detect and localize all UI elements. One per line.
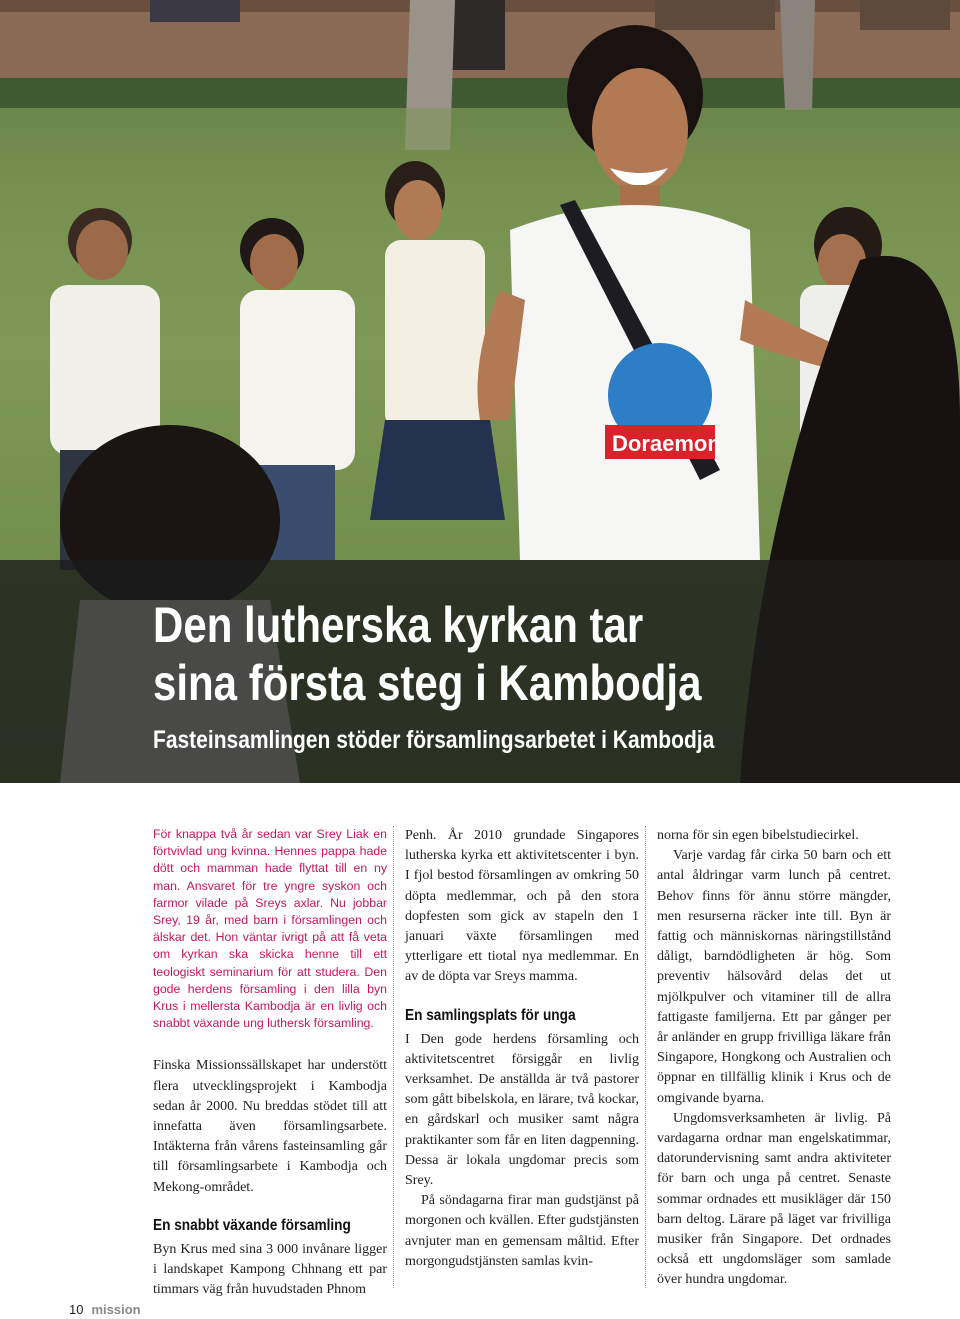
body-paragraph: På söndagarna firar man gudstjänst på morgonen och kvällen. Efter gudstjänsten avnjuter man en gemensam måltid. Efter morgongudstjänsten samlas kvin- <box>405 1193 639 1269</box>
bushes <box>0 78 960 108</box>
shirt-print-text: Doraemon <box>612 431 721 456</box>
magazine-name: mission <box>91 1302 141 1317</box>
text-column-3 <box>657 826 891 1291</box>
section-heading: En samlingsplats för unga <box>405 1006 576 1024</box>
tree-trunk <box>780 0 815 110</box>
body-paragraph: Byn Krus med sina 3 000 invånare ligger i landskapet Kampong Chhnang ett par timmars väg från huvudstaden Phnom <box>153 1241 387 1298</box>
body-paragraph: Penh. År 2010 grundade Singapores lutherska kyrka ett aktivitetscenter i byn. I fjol bestod församlingen av omkring 50 döpta medlemmar, och på den stora dopfesten som gick av stapeln den 1 januari växte församlingen med ytterligare ett tiotal nya medlemmar. En av de döpta var Sreys mamma. <box>405 828 639 985</box>
body-paragraph: Ungdomsverksamheten är livlig. På vardagarna ordnar man engelskatimmar, datorundervisning samt andra aktiviteter för barn och unga på centret. Senaste sommar ordnades ett musikläger där 150 barn deltog. Lärare på läget var frivilliga musiker från Singapore. Det ordnades också ett ungdomsläger som samlade över hundra ungdomar. <box>657 1110 891 1288</box>
building-window <box>860 0 950 30</box>
body-paragraph: Varje vardag får cirka 50 barn och ett antal åldringar varm lunch på centret. Behov finns för ännu större mängder, men resurserna räcker inte till. Byn är fattig och människornas näringstillstånd dåligt, barndödligheten är hög. Som preventiv hälsovård delas det ut mjölkpulver och vitaminer till de allra fattigaste familjerna. Ett par gånger per år anländer en grupp frivilliga läkare från Singapore, Hongkong och Australien och öppnar en tillfällig klinik i Krus och de omgivande byarna. <box>657 848 891 1106</box>
article-headline <box>153 596 817 712</box>
building-window <box>150 0 240 22</box>
article-subheadline: Fasteinsamlingen stöder församlingsarbetet i Kambodja <box>153 726 715 754</box>
text-column-1 <box>153 826 387 1300</box>
body-paragraph: norna för sin egen bibelstudiecirkel. <box>657 828 859 843</box>
column-divider <box>393 826 394 1288</box>
column-divider <box>645 826 646 1288</box>
body-paragraph: I Den gode herdens församling och aktivitetscentret försiggår en livlig verksamhet. De anställda är två pastorer som gått bibelskola, en lärare, två kockar, en gårdskarl och musiker samt några praktikanter som får en liten dagpenning. Dessa är lokala ungdomar precis som Srey. <box>405 1031 639 1189</box>
headline-line-2: sina första steg i Kambodja <box>153 655 702 711</box>
page-footer <box>69 1302 141 1317</box>
lead-paragraph: För knappa två år sedan var Srey Liak en förtvivlad ung kvinna. Hennes pappa hade dött och mamman hade flyttat till en ny man. Ansvaret för tre yngre syskon och farmor vilade på Sreys axlar. Nu jobbar Srey, 19 år, med barn i församlingen och älskar det. Hon väntar ivrigt på att få veta om kyrkan ska skicka henne till ett teologiskt seminarium för att studera. Den gode herdens församling i den lilla byn Krus i mellersta Kambodja är en livlig och snabbt växande ung luthersk församling. <box>153 827 387 1031</box>
headline-line-1: Den lutherska kyrkan tar <box>153 597 644 653</box>
section-heading: En snabbt växande församling <box>153 1216 351 1234</box>
page-number: 10 <box>69 1302 84 1317</box>
building-window <box>655 0 775 30</box>
body-paragraph: Finska Missionssällskapet har understött flera utvecklingsprojekt i Kambodja sedan år 2000. Nu breddas stödet till att innefatta även församlingsarbete. Intäkterna från vårens fasteinsamling går till församlingsarbete i Kambodja och Mekong-området. <box>153 1058 387 1195</box>
text-column-2 <box>405 826 639 1272</box>
